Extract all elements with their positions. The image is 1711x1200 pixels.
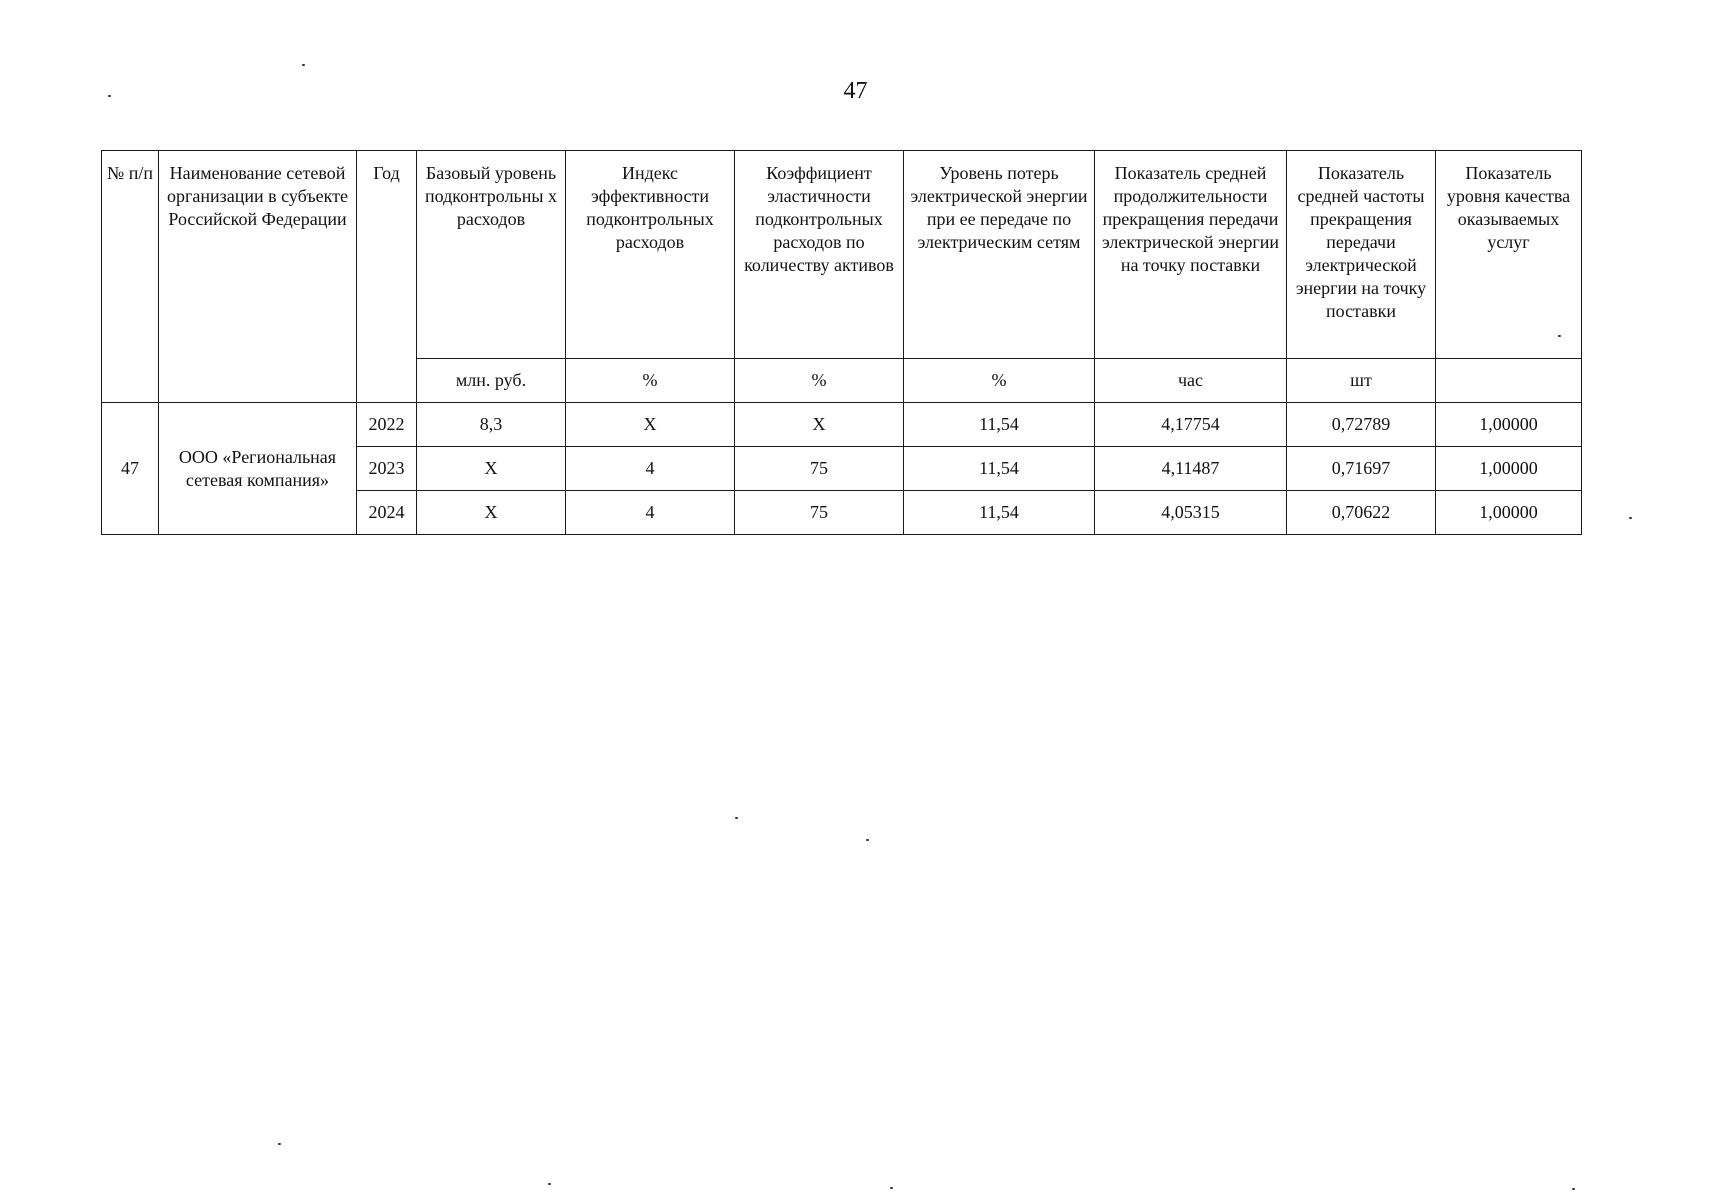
value-cell: 4,05315 (1095, 491, 1287, 535)
header-organization: Наименование сетевой организации в субъекте Российской Федерации (159, 151, 357, 403)
header-interruption-frequency: Показатель средней частоты прекращения передачи электрической энергии на точку поставки (1287, 151, 1436, 359)
header-service-quality: Показатель уровня качества оказываемых услуг (1436, 151, 1582, 359)
value-cell: 1,00000 (1436, 403, 1582, 447)
value-cell: X (417, 491, 566, 535)
value-cell: X (417, 447, 566, 491)
unit-cell: шт (1287, 359, 1436, 403)
value-cell: 11,54 (904, 403, 1095, 447)
scan-speck (890, 1187, 893, 1189)
unit-cell: млн. руб. (417, 359, 566, 403)
value-cell: 75 (735, 447, 904, 491)
scan-speck (108, 95, 111, 97)
value-cell: X (566, 403, 735, 447)
header-loss-level: Уровень потерь электрической энергии при ее передаче по электрическим сетям (904, 151, 1095, 359)
header-number: № п/п (102, 151, 159, 403)
unit-cell: % (735, 359, 904, 403)
scan-speck (1558, 335, 1561, 337)
unit-cell: % (904, 359, 1095, 403)
value-cell: 75 (735, 491, 904, 535)
unit-cell: час (1095, 359, 1287, 403)
scan-speck (866, 839, 869, 841)
value-cell: 11,54 (904, 491, 1095, 535)
scan-speck (278, 1143, 281, 1145)
header-interruption-duration: Показатель средней продолжительности прекращения передачи электрической энергии на точку поставки (1095, 151, 1287, 359)
scan-speck (1629, 517, 1632, 519)
unit-cell: % (566, 359, 735, 403)
scan-speck (1572, 1188, 1575, 1190)
year-cell: 2024 (357, 491, 417, 535)
value-cell: 0,71697 (1287, 447, 1436, 491)
header-row (102, 151, 1582, 359)
table-row (102, 403, 1582, 447)
entry-organization: ООО «Региональная сетевая компания» (159, 403, 357, 535)
unit-cell (1436, 359, 1582, 403)
value-cell: 0,72789 (1287, 403, 1436, 447)
value-cell: 4 (566, 491, 735, 535)
value-cell: 4,11487 (1095, 447, 1287, 491)
scan-speck (302, 64, 305, 66)
year-cell: 2023 (357, 447, 417, 491)
page-number: 47 (843, 78, 868, 104)
value-cell: 0,70622 (1287, 491, 1436, 535)
scan-speck (548, 1183, 551, 1185)
value-cell: 1,00000 (1436, 491, 1582, 535)
header-elasticity-coefficient: Коэффициент эластичности подконтрольных расходов по количеству активов (735, 151, 904, 359)
value-cell: X (735, 403, 904, 447)
header-efficiency-index: Индекс эффективности подконтрольных расходов (566, 151, 735, 359)
value-cell: 4 (566, 447, 735, 491)
header-year: Год (357, 151, 417, 403)
header-base-level: Базовый уровень подконтрольны х расходов (417, 151, 566, 359)
scan-speck (735, 817, 738, 819)
value-cell: 8,3 (417, 403, 566, 447)
value-cell: 4,17754 (1095, 403, 1287, 447)
value-cell: 11,54 (904, 447, 1095, 491)
data-table (101, 150, 1582, 535)
entry-number: 47 (102, 403, 159, 535)
value-cell: 1,00000 (1436, 447, 1582, 491)
year-cell: 2022 (357, 403, 417, 447)
